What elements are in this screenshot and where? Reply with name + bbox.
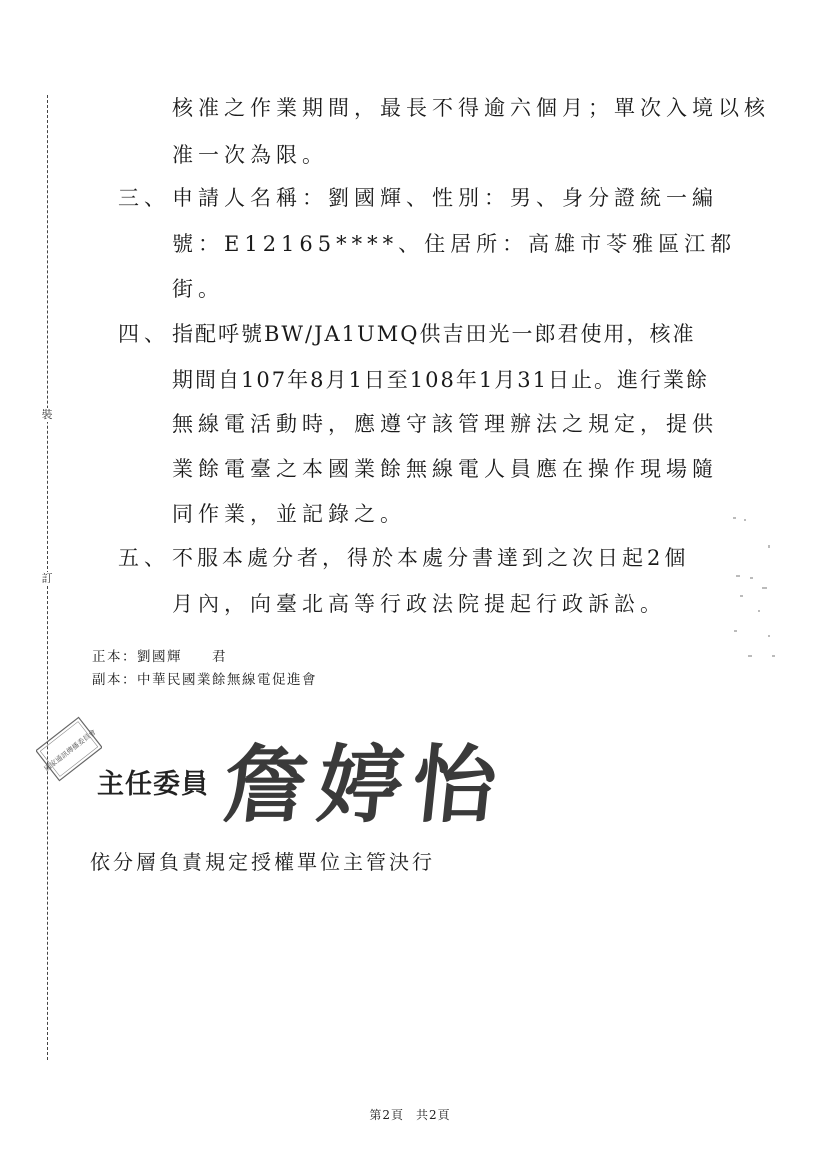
item-line: 號：E12165****、住居所：高雄市苓雅區江都: [172, 232, 737, 256]
paragraph-line: 核准之作業期間，最長不得逾六個月；單次入境以核: [172, 96, 770, 120]
item-line: 無線電活動時，應遵守該管理辦法之規定，提供: [172, 412, 718, 436]
item-line: 同作業，並記錄之。: [172, 502, 406, 526]
binding-mark-ding: 訂: [37, 572, 57, 586]
chief-signature-name: 詹婷怡: [219, 735, 512, 834]
scan-speckles: [728, 515, 788, 665]
item-number: 四、: [118, 322, 170, 346]
item-line: 月內，向臺北高等行政法院提起行政訴訟。: [172, 592, 666, 616]
item-number: 五、: [118, 546, 170, 570]
recipient-copy: 副本：中華民國業餘無線電促進會: [92, 672, 317, 688]
item-number: 三、: [118, 186, 170, 210]
page-total: 共2頁: [416, 1108, 451, 1122]
item-line: 申請人名稱：劉國輝、性別：男、身分證統一編: [172, 186, 718, 210]
item-line: 期間自107年8月1日至108年1月31日止。進行業餘: [172, 368, 709, 392]
item-line: 指配呼號BW/JA1UMQ供吉田光一郎君使用，核准: [172, 322, 696, 346]
chief-title: 主任委員: [97, 769, 209, 800]
official-seal-stamp: [36, 716, 102, 782]
binding-mark-zhuang: 裝: [37, 408, 57, 422]
item-line: 街。: [172, 277, 224, 301]
page-number: 第2頁: [369, 1108, 404, 1122]
item-line: 業餘電臺之本國業餘無線電人員應在操作現場隨: [172, 457, 718, 481]
seal-text: 國家通訊傳播委員會: [42, 728, 98, 774]
delegation-note: 依分層負責規定授權單位主管決行: [90, 850, 435, 874]
item-line: 不服本處分者，得於本處分書達到之次日起2個: [172, 546, 690, 570]
recipient-original: 正本：劉國輝 君: [92, 649, 227, 665]
page-footer: [0, 1106, 820, 1123]
paragraph-line: 准一次為限。: [172, 143, 328, 167]
